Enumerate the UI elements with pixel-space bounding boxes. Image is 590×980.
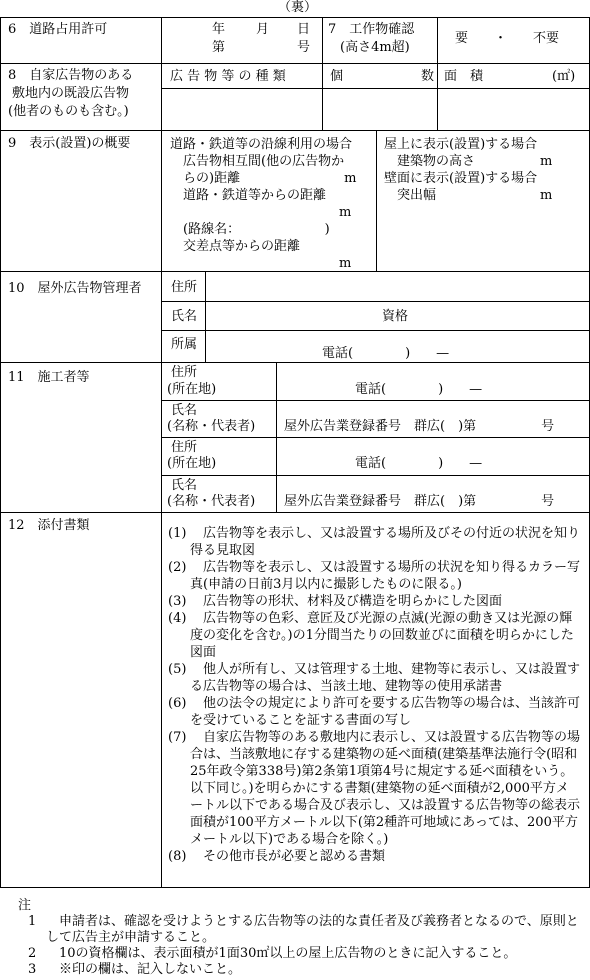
sec11-contractor2-address-sublabel: (所在地) (167, 456, 217, 471)
sec9-roadside-block (170, 136, 356, 272)
sec11-row-divider-2 (161, 437, 590, 438)
row-divider-6-8 (0, 63, 590, 64)
note-item (18, 962, 583, 978)
sec11-contractor2-address-label: 住所 (171, 440, 198, 455)
attachment-item (168, 610, 580, 661)
sec12-label: 12 添付書類 (8, 518, 90, 533)
row-divider-8-9 (0, 130, 590, 131)
sec7-sublabel: (高さ4m超) (340, 40, 410, 55)
sec10-phone: 電話( ) — (322, 346, 450, 361)
sec6-go: 号 (297, 40, 311, 55)
sec8-label-line3: (他者のものも含む。) (8, 104, 129, 119)
sec9-building-line: 屋上に表示(設置)する場合 (384, 137, 538, 152)
sec9-roadside-line: 道路・鉄道等の沿線利用の場合 (170, 137, 353, 152)
sec8-header-divider (161, 88, 590, 89)
sec7-label: 7 工作物確認 (328, 22, 415, 37)
attachment-item (168, 559, 580, 593)
note-number: 3 (28, 962, 37, 977)
note-text: 10の資格欄は、表示面積が1面30㎡以上の屋上広告物のときに記入すること。 (46, 946, 517, 961)
sec9-mid-divider (376, 130, 377, 271)
sec9-roadside-line: らの)距離 m (170, 171, 357, 186)
sec11-contractor1-registration: 屋外広告業登録番号 群広( )第 号 (284, 419, 555, 434)
sec10-inner-divider (205, 271, 206, 362)
row-divider-11-12 (0, 512, 590, 513)
notes-title: 注 (18, 898, 32, 913)
sec11-row-divider-1 (161, 400, 590, 401)
attachment-text: 広告物等を表示し、又は設置する場所及びその付近の状況を知り得る見取図 (190, 526, 581, 558)
sec9-roadside-line: (路線名： ) (170, 222, 330, 237)
note-number: 1 (28, 914, 37, 929)
attachment-number: (7) (168, 730, 187, 745)
attachment-number: (3) (168, 594, 187, 609)
sec7-left-divider (322, 17, 323, 63)
attachment-text: その他市長が必要と認める書類 (190, 849, 386, 864)
attachment-text: 広告物等の形状、材料及び構造を明らかにした図面 (190, 594, 503, 609)
attachment-number: (1) (168, 526, 187, 541)
sec10-name-label: 氏名 (171, 309, 198, 324)
sec11-contractor2-name-label: 氏名 (171, 478, 198, 493)
sec6-year: 年 (212, 22, 226, 37)
sec11-contractor2-phone: 電話( ) — (355, 456, 483, 471)
sec7-right-divider (437, 17, 438, 63)
attachment-number: (6) (168, 696, 187, 711)
note-number: 2 (28, 946, 37, 961)
label-column-divider (161, 17, 162, 888)
sec10-row-divider-2 (161, 330, 590, 331)
sec8-col-area: 面 積 (444, 69, 484, 84)
attachment-item (168, 848, 580, 865)
attachment-text: 他人が所有し、又は管理する土地、建物等に表示し、又は設置する広告物等の場合は、当該土地、建物等の使用承諾書 (190, 662, 581, 694)
sec11-contractor1-phone: 電話( ) — (355, 382, 483, 397)
sec6-label: 6 道路占用許可 (8, 22, 108, 37)
sec9-roadside-line: m (170, 205, 352, 220)
sec9-building-block (384, 136, 552, 204)
sec9-roadside-line: m (170, 256, 352, 271)
sec9-label: 9 表示(設置)の概要 (8, 136, 131, 151)
row-divider-10-11 (0, 362, 590, 363)
attachment-text: 広告物等の色彩、意匠及び光源の点滅(光源の動き又は光源の輝度の変化を含む。)の1分間当たりの回数並びに面積を明らかにした図面 (190, 611, 574, 660)
sec8-col-divider-2 (437, 63, 438, 130)
sec10-address-label: 住所 (171, 280, 198, 295)
attachment-item (168, 729, 580, 848)
sec8-col-area-unit: (㎡) (552, 69, 576, 84)
page-side-label: （裏） (278, 0, 318, 15)
sec11-contractor2-registration: 屋外広告業登録番号 群広( )第 号 (284, 494, 555, 509)
sec6-month: 月 (256, 22, 270, 37)
attachment-item (168, 525, 580, 559)
attachment-number: (4) (168, 611, 187, 626)
note-item (18, 946, 583, 962)
sec6-day: 日 (297, 22, 311, 37)
attachment-item (168, 695, 580, 729)
attachment-list (168, 525, 580, 865)
sec11-contractor1-name-sublabel: (名称・代表者) (167, 419, 256, 434)
notes-section (18, 898, 583, 978)
sec8-label-line2: 敷地内の既設広告物 (12, 86, 130, 101)
note-text: 申請者は、確認を受けようとする広告物等の法的な責任者及び義務者となるので、原則として広告主が申請すること。 (46, 914, 579, 945)
sec11-contractor1-address-sublabel: (所在地) (167, 382, 217, 397)
sec8-col-count: 個 数 (330, 69, 435, 84)
sec9-roadside-line: 広告物相互間(他の広告物か (170, 154, 345, 169)
sec11-row-divider-3 (161, 475, 590, 476)
attachment-text: 広告物等を表示し、又は設置する場所の状況を知り得るカラー写真(申請の日前3月以内に撮影したものに限る。) (190, 560, 581, 592)
sec8-col-type: 広 告 物 等 の 種 類 (170, 69, 286, 84)
sec10-label: 10 屋外広告物管理者 (8, 281, 142, 296)
attachment-number: (2) (168, 560, 187, 575)
sec6-dai: 第 (212, 40, 226, 55)
sec8-col-divider-1 (322, 63, 323, 130)
attachment-item (168, 593, 580, 610)
sec9-building-line: 建築物の高さ m (384, 154, 553, 169)
note-item (18, 914, 583, 946)
sec9-roadside-line: 交差点等からの距離 (170, 239, 301, 254)
note-text: ※印の欄は、記入しないこと。 (46, 962, 242, 977)
attachment-number: (5) (168, 662, 187, 677)
sec10-row-divider-1 (161, 301, 590, 302)
sec10-qualification-label: 資格 (382, 309, 409, 324)
attachment-text: 自家広告物等のある敷地内に表示し、又は設置する広告物等の場合は、当該敷地に存する建築物の延べ面積(建築基準法施行令(昭和25年政令第338号)第2条第1項第4号に規定する延べ面積をいう。以下同じ。)を明らかにする書類(建築物の延べ面積が2,000平方メートル以下である場合及び表示し、又は設置する広告物等の総表示面積が100平方メートル以下(第2種許可地域にあっては、200平方メートル以下)である場合を除く。) (190, 730, 581, 847)
sec11-label: 11 施工者等 (8, 370, 90, 385)
sec11-contractor1-address-label: 住所 (171, 365, 198, 380)
sec9-building-line: 壁面に表示(設置)する場合 (384, 171, 538, 186)
sec11-contractor2-name-sublabel: (名称・代表者) (167, 494, 256, 509)
sec10-affiliation-label: 所属 (171, 337, 198, 352)
sec7-required-choice: 要 ・ 不要 (455, 31, 560, 46)
sec9-roadside-line: 道路・鉄道等からの距離 (170, 188, 327, 203)
sec8-label-line1: 8 自家広告物のある (8, 68, 134, 83)
attachment-number: (8) (168, 849, 187, 864)
attachment-text: 他の法令の規定により許可を要する広告物等の場合は、当該許可を受けていることを証する書面の写し (190, 696, 581, 728)
sec9-building-line: 突出幅 m (384, 188, 553, 203)
attachment-item (168, 661, 580, 695)
sec11-contractor1-name-label: 氏名 (171, 403, 198, 418)
